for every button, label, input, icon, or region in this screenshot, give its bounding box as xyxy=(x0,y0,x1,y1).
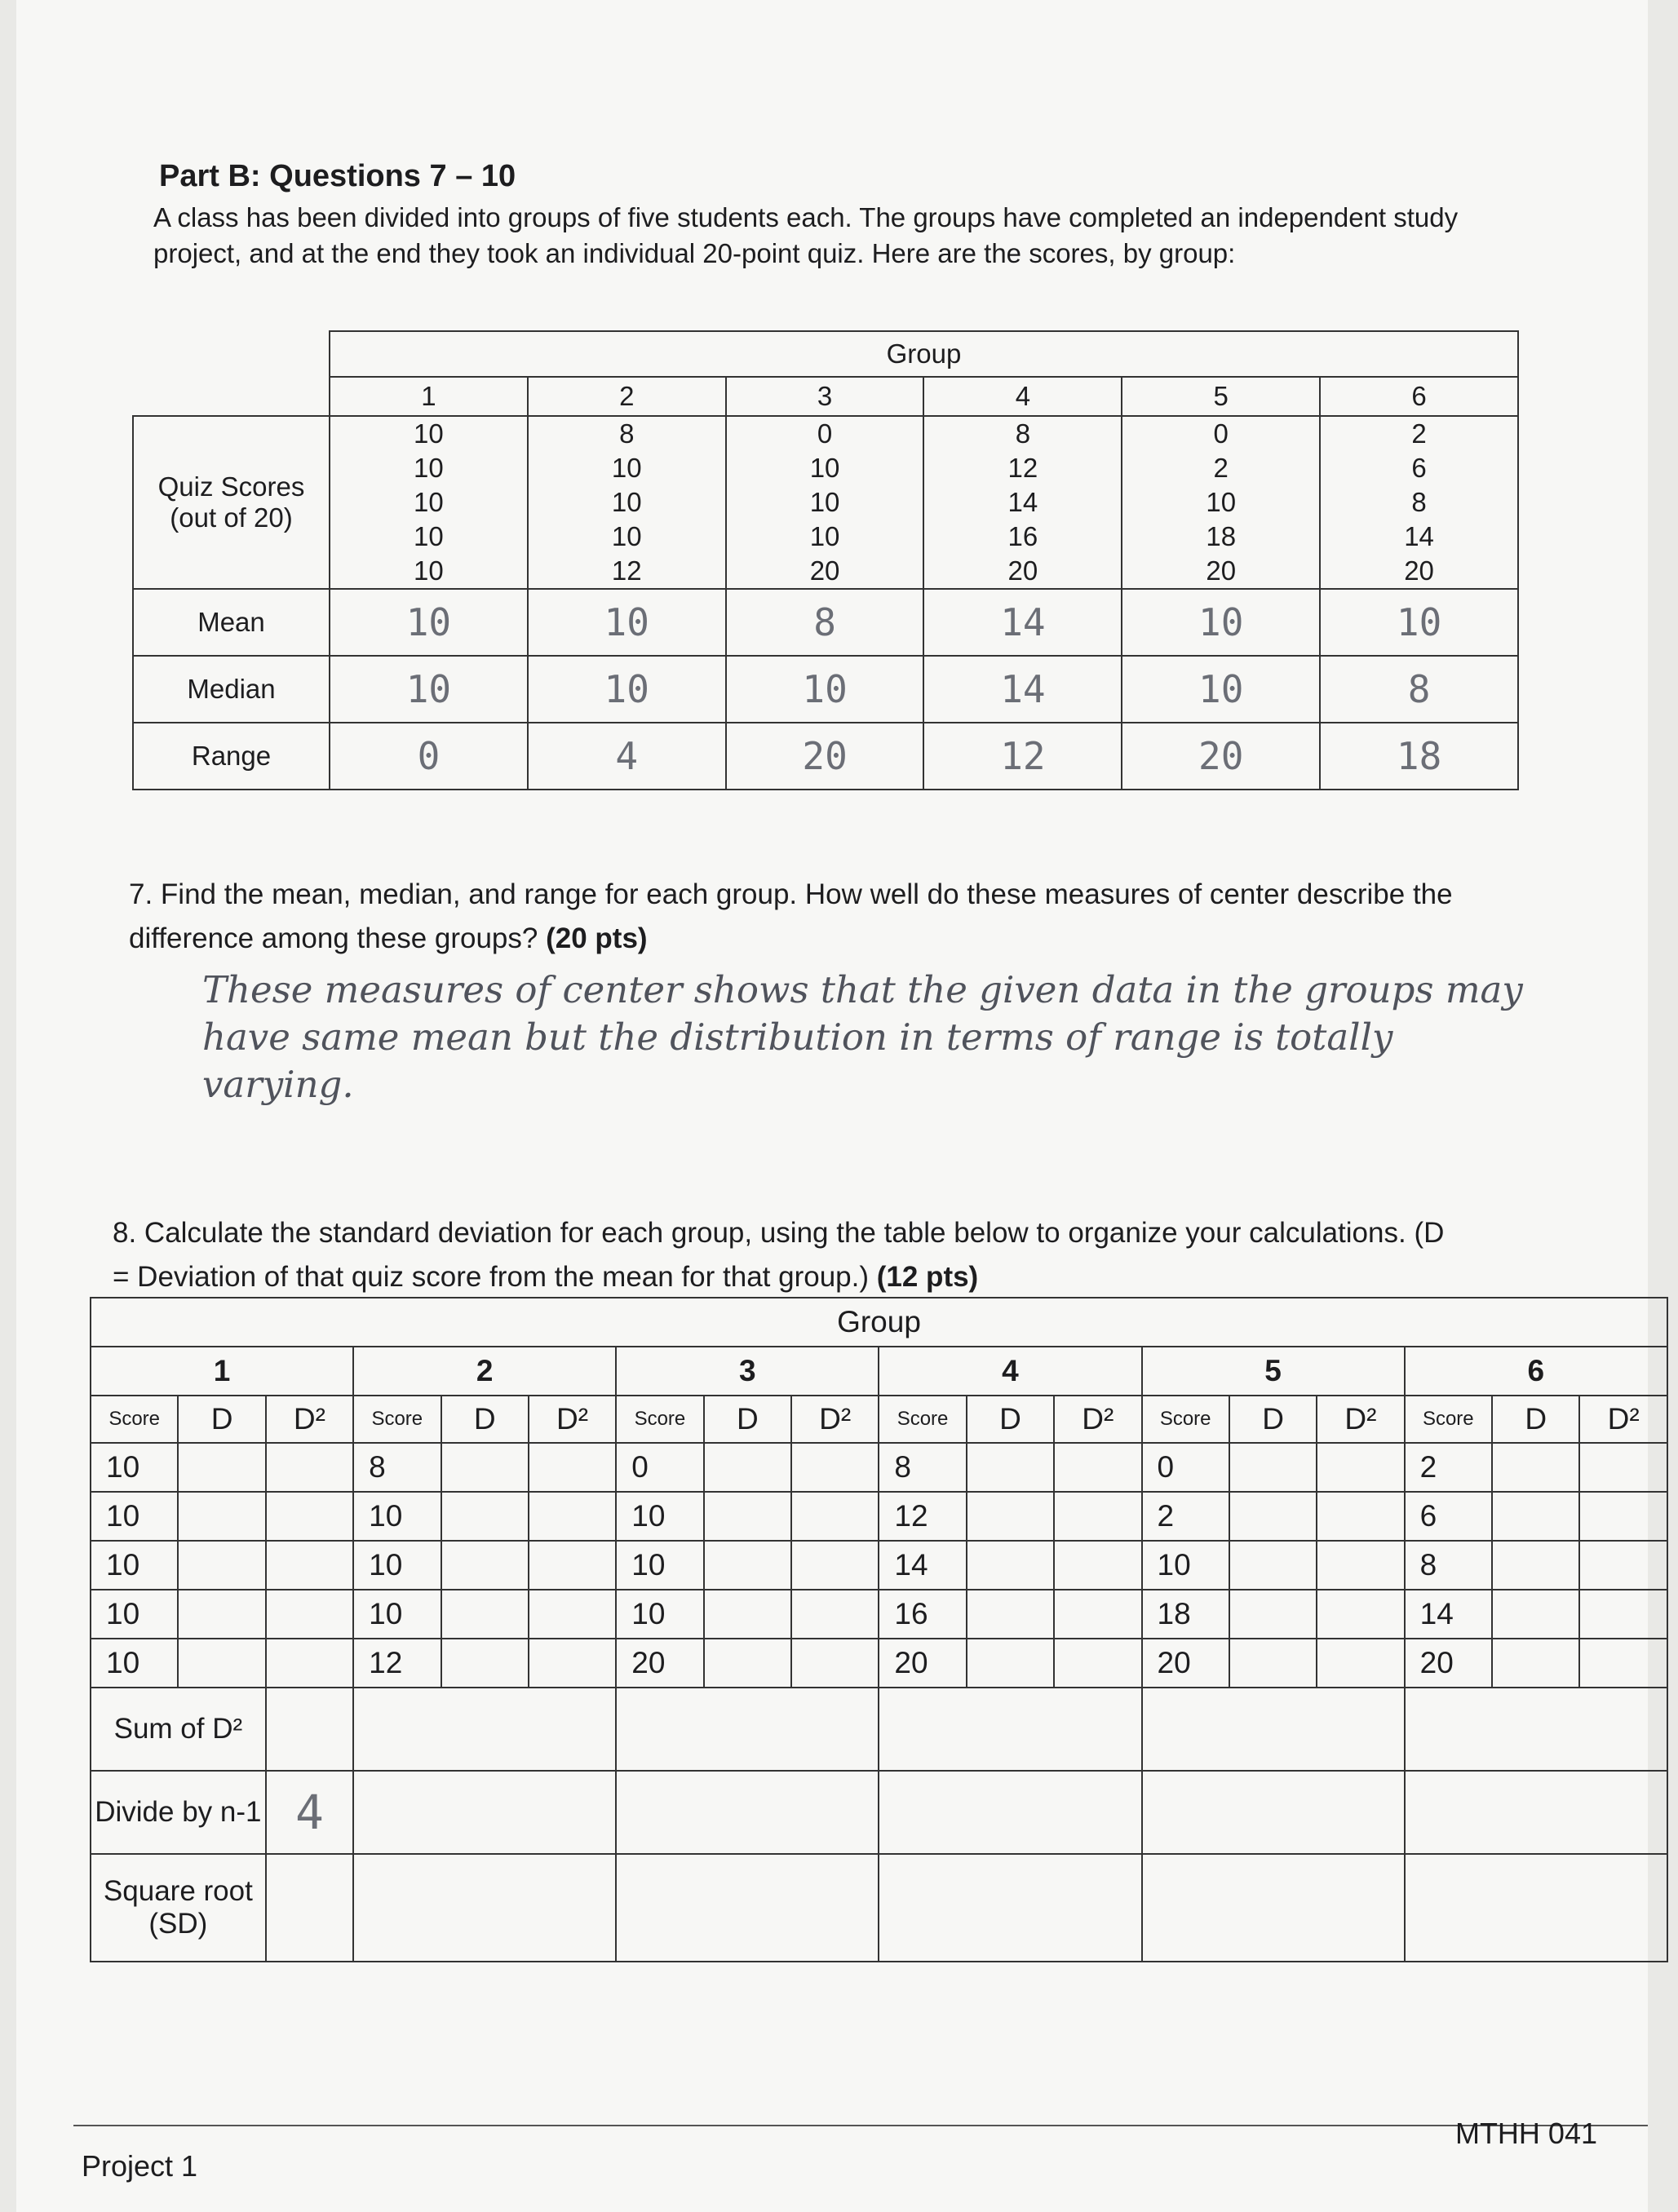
intro-paragraph: A class has been divided into groups of five students each. The groups have completed an independent study project, and at the end they took an individual 20-point quiz. Here are the scores, by group: xyxy=(153,202,1459,268)
mean-value: 10 xyxy=(528,589,726,656)
score-cell: 10 xyxy=(616,1590,703,1639)
d2-cell xyxy=(266,1492,353,1541)
question-7-points: (20 pts) xyxy=(546,922,648,954)
divide-cell xyxy=(353,1771,616,1854)
d-cell xyxy=(967,1492,1054,1541)
score-cell: 0 xyxy=(726,416,924,451)
group-number: 6 xyxy=(1320,377,1518,416)
sum-cell xyxy=(1405,1688,1667,1771)
score-cell: 20 xyxy=(1320,554,1518,589)
group-number: 4 xyxy=(923,377,1122,416)
d-cell xyxy=(1492,1541,1579,1590)
d-cell xyxy=(704,1443,791,1492)
d2-cell xyxy=(1317,1590,1404,1639)
d2-cell xyxy=(529,1541,616,1590)
score-cell: 10 xyxy=(616,1492,703,1541)
score-cell: 20 xyxy=(879,1639,966,1688)
d2-cell xyxy=(1579,1443,1667,1492)
d-cell xyxy=(178,1590,265,1639)
score-cell: 10 xyxy=(91,1590,178,1639)
d2-cell xyxy=(529,1443,616,1492)
d-cell xyxy=(178,1639,265,1688)
score-column-header: Score xyxy=(353,1396,441,1443)
d2-column-header: D² xyxy=(1579,1396,1667,1443)
group-number: 3 xyxy=(616,1347,879,1396)
score-cell: 10 xyxy=(353,1590,441,1639)
square-root-label: Square root (SD) xyxy=(91,1854,266,1962)
score-cell: 20 xyxy=(726,554,924,589)
sum-cell xyxy=(616,1688,879,1771)
d-cell xyxy=(441,1541,529,1590)
score-column-header: Score xyxy=(1405,1396,1492,1443)
d2-column-header: D² xyxy=(791,1396,879,1443)
d-column-header: D xyxy=(1229,1396,1317,1443)
score-cell: 14 xyxy=(1320,520,1518,554)
question-8 xyxy=(113,1211,1450,1299)
d-cell xyxy=(967,1639,1054,1688)
d-cell xyxy=(1492,1639,1579,1688)
score-cell: 16 xyxy=(879,1590,966,1639)
d-cell xyxy=(704,1639,791,1688)
quiz-scores-label: Quiz Scores (out of 20) xyxy=(133,416,330,589)
scores-table xyxy=(132,330,1519,790)
score-cell: 16 xyxy=(923,520,1122,554)
group-number: 4 xyxy=(879,1347,1141,1396)
score-cell: 20 xyxy=(616,1639,703,1688)
d-cell xyxy=(1492,1492,1579,1541)
group-number: 5 xyxy=(1122,377,1320,416)
group-number: 3 xyxy=(726,377,924,416)
score-cell: 14 xyxy=(1405,1590,1492,1639)
group-number: 1 xyxy=(91,1347,353,1396)
score-cell: 10 xyxy=(1142,1541,1229,1590)
d-cell xyxy=(704,1590,791,1639)
median-value: 10 xyxy=(528,656,726,723)
range-value: 4 xyxy=(528,723,726,790)
d-cell xyxy=(441,1639,529,1688)
d2-cell xyxy=(1054,1590,1141,1639)
footer-project: Project 1 xyxy=(82,2149,198,2183)
score-cell: 2 xyxy=(1320,416,1518,451)
d-column-header: D xyxy=(704,1396,791,1443)
divide-by-value: 4 xyxy=(266,1771,353,1854)
footer-divider xyxy=(73,2125,1648,2126)
d2-cell xyxy=(266,1541,353,1590)
question-8-text: 8. Calculate the standard deviation for each group, using the table below to organize your calculations. (D = Deviation of that quiz score from the mean for that group.) xyxy=(113,1217,1445,1293)
d-cell xyxy=(441,1492,529,1541)
score-cell: 10 xyxy=(353,1492,441,1541)
d2-cell xyxy=(1579,1639,1667,1688)
d2-cell xyxy=(1317,1541,1404,1590)
score-cell: 10 xyxy=(528,451,726,485)
d-cell xyxy=(1229,1443,1317,1492)
group-header: Group xyxy=(330,331,1518,377)
score-cell: 2 xyxy=(1142,1492,1229,1541)
score-column-header: Score xyxy=(1142,1396,1229,1443)
group-number: 6 xyxy=(1405,1347,1667,1396)
score-cell: 0 xyxy=(1122,416,1320,451)
d-cell xyxy=(1229,1639,1317,1688)
group-header: Group xyxy=(91,1298,1667,1347)
d2-cell xyxy=(1579,1590,1667,1639)
d2-cell xyxy=(1054,1443,1141,1492)
score-cell: 10 xyxy=(726,451,924,485)
mean-label: Mean xyxy=(133,589,330,656)
d2-cell xyxy=(266,1590,353,1639)
d2-cell xyxy=(1317,1492,1404,1541)
mean-value: 14 xyxy=(923,589,1122,656)
score-cell: 0 xyxy=(616,1443,703,1492)
score-cell: 10 xyxy=(616,1541,703,1590)
d-cell xyxy=(967,1443,1054,1492)
score-cell: 10 xyxy=(330,554,528,589)
score-cell: 6 xyxy=(1320,451,1518,485)
d2-cell xyxy=(791,1541,879,1590)
range-value: 18 xyxy=(1320,723,1518,790)
d2-cell xyxy=(266,1443,353,1492)
score-cell: 10 xyxy=(726,520,924,554)
score-cell: 8 xyxy=(923,416,1122,451)
score-cell: 20 xyxy=(1142,1639,1229,1688)
sd-table xyxy=(90,1297,1668,1962)
score-cell: 20 xyxy=(923,554,1122,589)
d-column-header: D xyxy=(441,1396,529,1443)
median-label: Median xyxy=(133,656,330,723)
score-cell: 18 xyxy=(1142,1590,1229,1639)
range-value: 20 xyxy=(726,723,924,790)
divide-cell xyxy=(879,1771,1141,1854)
sd-cell xyxy=(1142,1854,1405,1962)
d2-cell xyxy=(529,1639,616,1688)
score-cell: 14 xyxy=(879,1541,966,1590)
divide-cell xyxy=(1142,1771,1405,1854)
median-value: 10 xyxy=(330,656,528,723)
question-8-points: (12 pts) xyxy=(876,1261,979,1293)
score-cell: 10 xyxy=(330,485,528,520)
d2-cell xyxy=(1317,1443,1404,1492)
median-value: 10 xyxy=(1122,656,1320,723)
d-cell xyxy=(441,1590,529,1639)
divide-cell xyxy=(616,1771,879,1854)
d-cell xyxy=(1492,1443,1579,1492)
range-label: Range xyxy=(133,723,330,790)
sd-cell xyxy=(266,1854,353,1962)
d-column-header: D xyxy=(967,1396,1054,1443)
d2-cell xyxy=(1579,1492,1667,1541)
sum-cell xyxy=(879,1688,1141,1771)
score-cell: 10 xyxy=(528,485,726,520)
sum-cell xyxy=(353,1688,616,1771)
score-column-header: Score xyxy=(616,1396,703,1443)
score-column-header: Score xyxy=(879,1396,966,1443)
score-cell: 10 xyxy=(353,1541,441,1590)
score-cell: 8 xyxy=(879,1443,966,1492)
d-cell xyxy=(967,1541,1054,1590)
sd-cell xyxy=(879,1854,1141,1962)
score-cell: 8 xyxy=(528,416,726,451)
score-cell: 2 xyxy=(1405,1443,1492,1492)
score-column-header: Score xyxy=(91,1396,178,1443)
d2-column-header: D² xyxy=(529,1396,616,1443)
d2-column-header: D² xyxy=(266,1396,353,1443)
score-cell: 20 xyxy=(1122,554,1320,589)
score-cell: 12 xyxy=(353,1639,441,1688)
median-value: 10 xyxy=(726,656,924,723)
score-cell: 10 xyxy=(528,520,726,554)
d2-column-header: D² xyxy=(1054,1396,1141,1443)
d2-cell xyxy=(1317,1639,1404,1688)
median-value: 14 xyxy=(923,656,1122,723)
range-value: 0 xyxy=(330,723,528,790)
score-cell: 2 xyxy=(1122,451,1320,485)
score-cell: 12 xyxy=(923,451,1122,485)
d2-cell xyxy=(529,1492,616,1541)
group-number: 2 xyxy=(528,377,726,416)
score-cell: 6 xyxy=(1405,1492,1492,1541)
mean-value: 8 xyxy=(726,589,924,656)
score-cell: 10 xyxy=(91,1443,178,1492)
question-7-text: 7. Find the mean, median, and range for each group. How well do these measures of center describe the difference among these groups? xyxy=(129,878,1453,954)
d2-cell xyxy=(1054,1541,1141,1590)
question-7-answer: These measures of center shows that the given data in the groups may have same mean but the distribution in terms of range is totally varying. xyxy=(202,968,1523,1106)
d-column-header: D xyxy=(178,1396,265,1443)
score-cell: 10 xyxy=(330,520,528,554)
worksheet-page xyxy=(16,0,1648,2212)
score-cell: 8 xyxy=(1320,485,1518,520)
score-cell: 10 xyxy=(726,485,924,520)
divide-cell xyxy=(1405,1771,1667,1854)
d-cell xyxy=(967,1590,1054,1639)
mean-value: 10 xyxy=(330,589,528,656)
sum-of-d2-label: Sum of D² xyxy=(91,1688,266,1771)
score-cell: 10 xyxy=(91,1492,178,1541)
sd-cell xyxy=(616,1854,879,1962)
group-number: 1 xyxy=(330,377,528,416)
d-cell xyxy=(1492,1590,1579,1639)
d2-cell xyxy=(791,1639,879,1688)
median-value: 8 xyxy=(1320,656,1518,723)
d-cell xyxy=(178,1541,265,1590)
score-cell: 0 xyxy=(1142,1443,1229,1492)
d-cell xyxy=(178,1492,265,1541)
score-cell: 8 xyxy=(353,1443,441,1492)
d-cell xyxy=(441,1443,529,1492)
sd-cell xyxy=(353,1854,616,1962)
score-cell: 12 xyxy=(528,554,726,589)
range-value: 12 xyxy=(923,723,1122,790)
question-7 xyxy=(129,873,1467,961)
d2-cell xyxy=(791,1443,879,1492)
d2-cell xyxy=(791,1492,879,1541)
d2-cell xyxy=(1579,1541,1667,1590)
d-column-header: D xyxy=(1492,1396,1579,1443)
score-cell: 10 xyxy=(91,1541,178,1590)
score-cell: 10 xyxy=(330,451,528,485)
d2-column-header: D² xyxy=(1317,1396,1404,1443)
score-cell: 12 xyxy=(879,1492,966,1541)
score-cell: 10 xyxy=(91,1639,178,1688)
range-value: 20 xyxy=(1122,723,1320,790)
score-cell: 20 xyxy=(1405,1639,1492,1688)
d2-cell xyxy=(266,1639,353,1688)
d-cell xyxy=(1229,1590,1317,1639)
score-cell: 10 xyxy=(330,416,528,451)
score-cell: 10 xyxy=(1122,485,1320,520)
d2-cell xyxy=(1054,1639,1141,1688)
d-cell xyxy=(1229,1492,1317,1541)
group-number: 5 xyxy=(1142,1347,1405,1396)
mean-value: 10 xyxy=(1320,589,1518,656)
sd-cell xyxy=(1405,1854,1667,1962)
d2-cell xyxy=(1054,1492,1141,1541)
sum-cell xyxy=(1142,1688,1405,1771)
d2-cell xyxy=(791,1590,879,1639)
mean-value: 10 xyxy=(1122,589,1320,656)
d-cell xyxy=(1229,1541,1317,1590)
score-cell: 14 xyxy=(923,485,1122,520)
footer-course: MTHH 041 xyxy=(1454,2117,1597,2150)
d-cell xyxy=(704,1492,791,1541)
group-number: 2 xyxy=(353,1347,616,1396)
d-cell xyxy=(704,1541,791,1590)
d2-cell xyxy=(529,1590,616,1639)
score-cell: 8 xyxy=(1405,1541,1492,1590)
d-cell xyxy=(178,1443,265,1492)
sum-cell xyxy=(266,1688,353,1771)
divide-by-label: Divide by n-1 xyxy=(91,1771,266,1854)
part-title: Part B: Questions 7 – 10 xyxy=(159,159,516,193)
score-cell: 18 xyxy=(1122,520,1320,554)
